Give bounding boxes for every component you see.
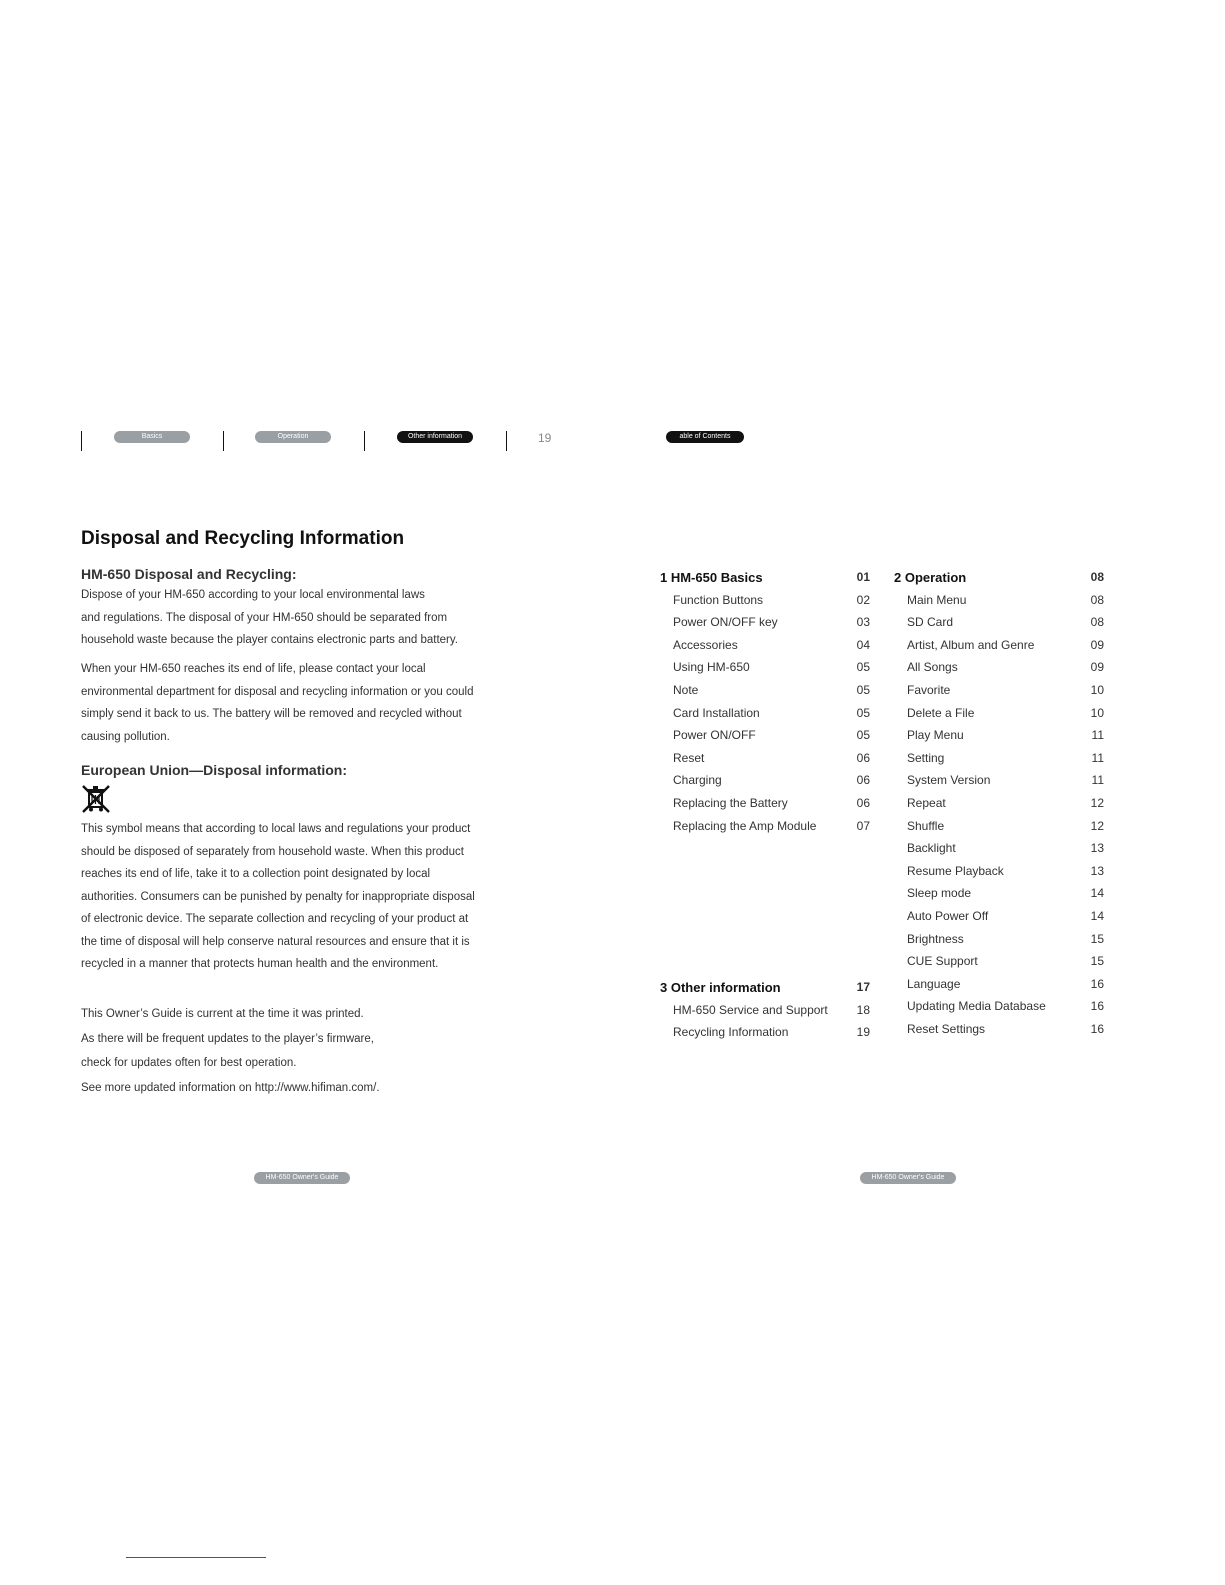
toc-page-number: 06 xyxy=(856,796,870,810)
toc-entry[interactable]: Charging xyxy=(673,773,722,788)
crossed-out-wheelie-bin-icon xyxy=(81,784,111,814)
text-line: authorities. Consumers can be punished by penalty for inappropriate disposal xyxy=(81,890,475,903)
toc-entry[interactable]: Reset xyxy=(673,750,705,765)
toc-page-number: 12 xyxy=(1090,796,1104,810)
toc-section-heading[interactable]: 3 Other information xyxy=(660,980,781,995)
bottom-rule xyxy=(126,1557,266,1558)
toc-section-heading[interactable]: 1 HM-650 Basics xyxy=(660,570,763,585)
section-heading-eu: European Union—Disposal information: xyxy=(81,762,348,778)
nav-divider xyxy=(223,431,224,451)
toc-page-number: 13 xyxy=(1090,841,1104,856)
text-line: check for updates often for best operation. xyxy=(81,1057,297,1069)
text-line: the time of disposal will help conserve natural resources and ensure that it is xyxy=(81,935,470,948)
toc-page-number: 11 xyxy=(1091,773,1104,788)
toc-page-number: 05 xyxy=(856,705,870,720)
text-line: of electronic device. The separate collection and recycling of your product at xyxy=(81,913,469,925)
nav-divider xyxy=(364,431,365,451)
toc-entry[interactable]: Reset Settings xyxy=(907,1022,986,1036)
toc-entry[interactable]: Setting xyxy=(907,750,945,765)
nav-divider xyxy=(81,431,82,451)
toc-page-number: 08 xyxy=(1090,570,1104,584)
toc-page-number: 02 xyxy=(856,592,870,607)
toc-page-number: 12 xyxy=(1090,818,1104,833)
toc-entry[interactable]: Main Menu xyxy=(907,592,967,607)
toc-entry[interactable]: Favorite xyxy=(907,683,951,697)
text-line: Dispose of your HM-650 according to your local environmental laws xyxy=(81,589,425,601)
tab-other-information[interactable]: Other information xyxy=(397,431,473,443)
toc-page-number: 15 xyxy=(1090,954,1104,969)
toc-entry[interactable]: CUE Support xyxy=(907,954,978,969)
toc-page-number: 10 xyxy=(1090,705,1104,720)
text-line: causing pollution. xyxy=(81,730,170,743)
toc-page-number: 19 xyxy=(856,1025,870,1040)
paragraph-end-of-life xyxy=(81,658,474,748)
nav-divider xyxy=(506,431,507,451)
toc-page-number: 08 xyxy=(1090,592,1104,607)
toc-page-number: 15 xyxy=(1090,931,1104,946)
toc-page-number: 06 xyxy=(856,750,870,765)
text-line: simply send it back to us. The battery will be removed and recycled without xyxy=(81,708,462,720)
text-line: and regulations. The disposal of your HM-650 should be separated from xyxy=(81,611,448,624)
toc-page-number: 03 xyxy=(856,615,870,630)
section-heading-recycling: HM-650 Disposal and Recycling: xyxy=(81,566,297,582)
toc-entry[interactable]: SD Card xyxy=(907,615,954,630)
toc-entry[interactable]: Resume Playback xyxy=(907,863,1004,878)
toc-page-number: 11 xyxy=(1091,728,1104,743)
toc-page-number: 09 xyxy=(1090,637,1104,652)
page-title: Disposal and Recycling Information xyxy=(81,528,405,549)
toc-entry[interactable]: Updating Media Database xyxy=(907,999,1046,1014)
paragraph-eu-disposal xyxy=(81,818,475,976)
toc-entry[interactable]: Backlight xyxy=(907,841,956,856)
toc-entry[interactable]: Brightness xyxy=(907,931,964,946)
toc-page-number: 17 xyxy=(856,980,870,994)
toc-entry[interactable]: Language xyxy=(907,976,961,991)
text-line: This Owner’s Guide is current at the time it was printed. xyxy=(81,1008,364,1020)
toc-page-number: 01 xyxy=(856,570,870,584)
text-line: should be disposed of separately from household waste. When this product xyxy=(81,845,464,858)
toc-entry[interactable]: Delete a File xyxy=(907,705,975,720)
toc-entry[interactable]: Artist, Album and Genre xyxy=(907,637,1035,652)
text-line: As there will be frequent updates to the player’s firmware, xyxy=(81,1032,374,1045)
toc-page-number: 08 xyxy=(1090,615,1104,630)
toc-section-heading[interactable]: 2 Operation xyxy=(894,570,967,585)
tab-table-of-contents[interactable]: able of Contents xyxy=(666,431,744,443)
page-number: 19 xyxy=(538,431,552,445)
toc-entry[interactable]: HM-650 Service and Support xyxy=(673,1002,828,1017)
toc-entry[interactable]: Power ON/OFF key xyxy=(673,615,778,630)
text-line: This symbol means that according to local laws and regulations your product xyxy=(81,823,471,835)
toc-entry[interactable]: Using HM-650 xyxy=(673,660,750,675)
text-line: When your HM-650 reaches its end of life, please contact your local xyxy=(81,663,426,675)
toc-entry[interactable]: Play Menu xyxy=(907,728,964,743)
toc-entry[interactable]: Replacing the Amp Module xyxy=(673,818,817,833)
toc-entry[interactable]: Replacing the Battery xyxy=(673,796,788,810)
toc-page-number: 05 xyxy=(856,660,870,675)
toc-page-number: 05 xyxy=(856,728,870,743)
tab-operation[interactable]: Operation xyxy=(255,431,331,443)
footer-badge-left: HM-650 Owner's Guide xyxy=(254,1172,350,1184)
toc-page-number: 14 xyxy=(1090,886,1104,901)
text-line: household waste because the player contains electronic parts and battery. xyxy=(81,634,458,646)
toc-page-number: 16 xyxy=(1090,976,1104,991)
toc-entry[interactable]: Shuffle xyxy=(907,818,945,833)
toc-entry[interactable]: Sleep mode xyxy=(907,886,972,901)
toc-page-number: 10 xyxy=(1090,683,1104,697)
text-line: recycled in a manner that protects human health and the environment. xyxy=(81,958,439,970)
toc-page-number: 07 xyxy=(856,818,870,833)
toc-page-number: 16 xyxy=(1090,1022,1104,1036)
tab-basics[interactable]: Basics xyxy=(114,431,190,443)
toc-entry[interactable]: Accessories xyxy=(673,637,738,652)
toc-page-number: 13 xyxy=(1090,863,1104,878)
footer-badge-right: HM-650 Owner's Guide xyxy=(860,1172,956,1184)
toc-page-number: 05 xyxy=(856,683,870,697)
paragraph-notes xyxy=(81,1002,380,1100)
toc-entry[interactable]: Recycling Information xyxy=(673,1025,789,1040)
toc-page-number: 09 xyxy=(1090,660,1104,675)
toc-entry[interactable]: All Songs xyxy=(907,660,958,675)
toc-entry[interactable]: Power ON/OFF xyxy=(673,728,756,743)
text-line: See more updated information on http://www.hifiman.com/. xyxy=(81,1081,380,1094)
toc-entry[interactable]: Card Installation xyxy=(673,705,760,720)
text-line: reaches its end of life, take it to a collection point designated by local xyxy=(81,868,431,880)
toc-page-number: 06 xyxy=(856,773,870,788)
toc-entry[interactable]: Note xyxy=(673,683,699,697)
text-line: environmental department for disposal and recycling information or you could xyxy=(81,685,474,698)
toc-page-number: 11 xyxy=(1091,750,1104,765)
toc-entry[interactable]: Function Buttons xyxy=(673,592,764,607)
toc-entry[interactable]: Auto Power Off xyxy=(907,909,989,923)
paragraph-disposal xyxy=(81,584,458,652)
toc-page-number: 14 xyxy=(1090,909,1104,923)
toc-entry[interactable]: System Version xyxy=(907,773,991,788)
toc-entry[interactable]: Repeat xyxy=(907,796,946,810)
toc-page-number: 16 xyxy=(1090,999,1104,1014)
toc-page-number: 18 xyxy=(856,1002,870,1017)
toc-page-number: 04 xyxy=(856,637,870,652)
